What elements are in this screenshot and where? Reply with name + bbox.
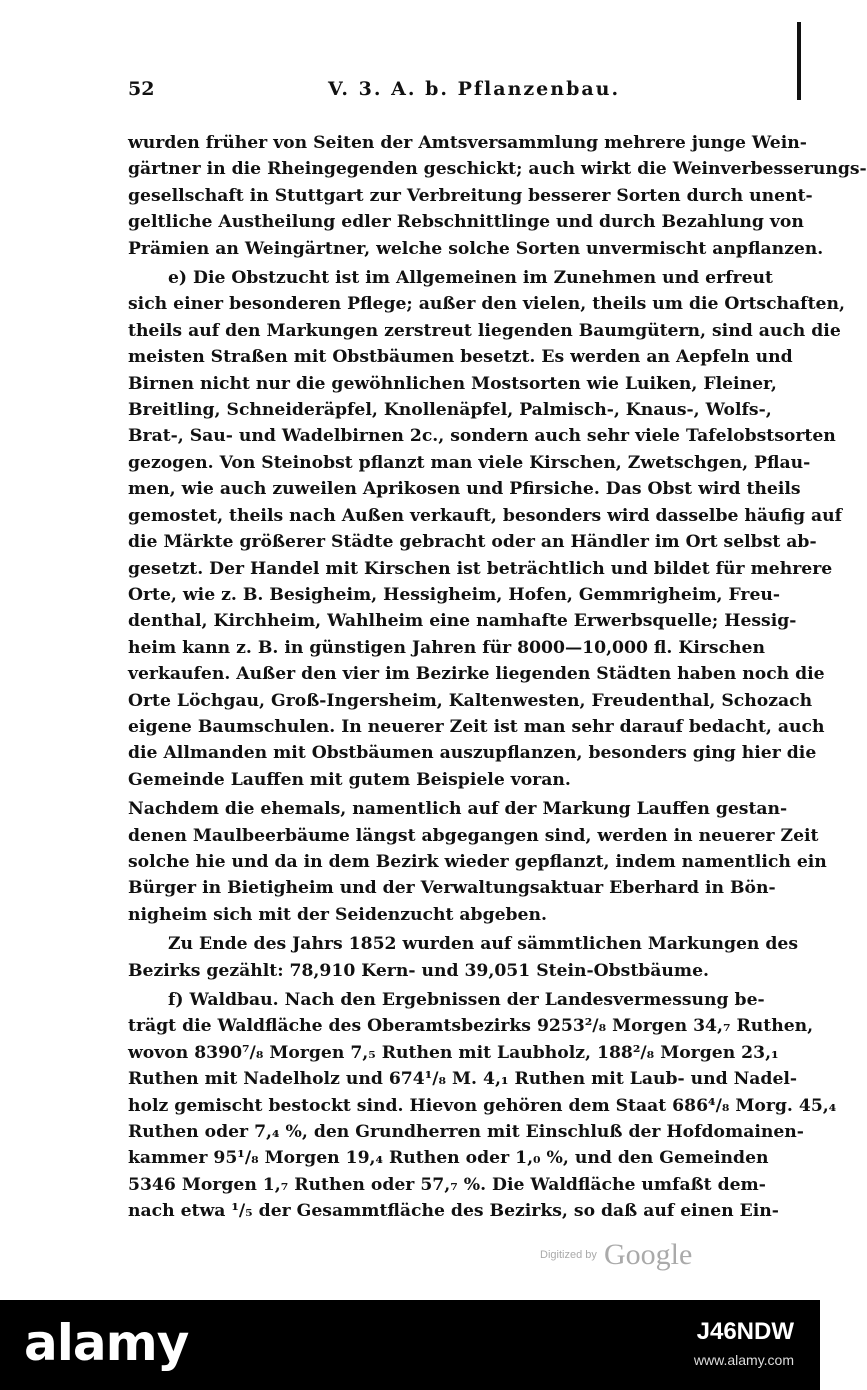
paragraph [128,130,867,262]
text-line: denthal, Kirchheim, Wahlheim eine namhafte Erwerbsquelle; Hessig- [128,611,797,632]
digitized-by-google-watermark [540,1238,760,1278]
paragraph [128,987,837,1225]
text-line: theils auf den Markungen zerstreut liegenden Baumgütern, sind auch die [128,320,841,341]
body-text [128,130,867,1228]
text-line: geltliche Austheilung edler Rebschnittlinge und durch Bezahlung von [128,212,804,233]
text-line: solche hie und da in dem Bezirk wieder gepflanzt, indem namentlich ein [128,851,827,872]
text-line: Gemeinde Lauffen mit gutem Beispiele voran. [128,769,571,790]
text-line: Ruthen mit Nadelholz und 674¹/₈ M. 4,₁ Ruthen mit Laub- und Nadel- [128,1069,798,1090]
text-line: nach etwa ¹/₅ der Gesammtfläche des Bezirks, so daß auf einen Ein- [128,1201,779,1222]
text-line: Brat-, Sau- und Wadelbirnen 2c., sondern auch sehr viele Tafelobstsorten [128,426,836,447]
text-line: men, wie auch zuweilen Aprikosen und Pfirsiche. Das Obst wird theils [128,479,801,500]
alamy-logo: alamy [24,1314,189,1372]
text-line: die Allmanden mit Obstbäumen auszupflanzen, besonders ging hier die [128,743,817,764]
text-line: f) Waldbau. Nach den Ergebnissen der Landesvermessung be- [168,990,765,1010]
digitized-by-label: Digitized by [540,1249,597,1261]
footer-info [694,1318,794,1368]
text-line: e) Die Obstzucht ist im Allgemeinen im Zunehmen und erfreut [168,268,773,289]
text-line: holz gemischt bestockt sind. Hievon gehören dem Staat 686⁴/₈ Morg. 45,₄ [128,1095,837,1116]
text-line: Nachdem die ehemals, namentlich auf der Markung Lauffen gestan- [128,799,788,820]
text-line: Ruthen oder 7,₄ %, den Grundherren mit Einschluß der Hofdomainen- [128,1122,804,1143]
site-url: www.alamy.com [693,1352,794,1368]
text-line: denen Maulbeerbäume längst abgegangen sind, werden in neuerer Zeit [128,825,819,846]
text-line: gezogen. Von Steinobst pflanzt man viele Kirschen, Zwetschgen, Pflau- [128,452,811,473]
text-line: Bezirks gezählt: 78,910 Kern- und 39,051 Stein-Obstbäume. [128,960,710,981]
text-line: gesetzt. Der Handel mit Kirschen ist beträchtlich und bildet für mehrere [128,558,833,579]
scan-edge-line [797,22,801,100]
text-line: Prämien an Weingärtner, welche solche Sorten unvermischt anpflanzen. [128,238,824,259]
text-line: gemostet, theils nach Außen verkauft, besonders wird dasselbe häufig auf [128,505,843,526]
paragraph [128,931,799,984]
text-line: heim kann z. B. in günstigen Jahren für 8000—10,000 fl. Kirschen [128,637,765,658]
text-line: verkaufen. Außer den vier im Bezirke liegenden Städten haben noch die [128,664,825,685]
text-line: trägt die Waldfläche des Oberamtsbezirks 9253²/₈ Morgen 34,₇ Ruthen, [128,1016,814,1037]
paragraph [128,796,827,928]
text-line: gärtner in die Rheingegenden geschickt; auch wirkt die Weinverbesserungs- [128,159,867,180]
text-line: Birnen nicht nur die gewöhnlichen Mostsorten wie Luiken, Fleiner, [128,373,777,394]
text-line: die Märkte größerer Städte gebracht oder an Händler im Ort selbst ab- [128,532,817,553]
text-line: Orte, wie z. B. Besigheim, Hessigheim, Hofen, Gemmrigheim, Freu- [128,584,781,605]
text-line: wovon 8390⁷/₈ Morgen 7,₅ Ruthen mit Laubholz, 188²/₈ Morgen 23,₁ [128,1042,779,1063]
text-line: meisten Straßen mit Obstbäumen besetzt. Es werden an Aepfeln und [128,347,793,368]
text-line: gesellschaft in Stuttgart zur Verbreitung besserer Sorten durch unent- [128,185,813,206]
text-line: eigene Baumschulen. In neuerer Zeit ist man sehr darauf bedacht, auch [128,716,825,737]
text-line: wurden früher von Seiten der Amtsversammlung mehrere junge Wein- [128,133,807,153]
text-line: Zu Ende des Jahrs 1852 wurden auf sämmtlichen Markungen des [168,934,799,955]
text-line: Orte Löchgau, Groß-Ingersheim, Kaltenwesten, Freudenthal, Schozach [128,690,813,711]
text-line: nigheim sich mit der Seidenzucht abgeben. [128,904,547,925]
stock-footer-bar [0,1300,820,1390]
paragraph [128,265,845,793]
text-line: sich einer besonderen Pflege; außer den vielen, theils um die Ortschaften, [128,294,845,315]
image-id: J46NDW [696,1318,794,1345]
text-line: Breitling, Schneideräpfel, Knollenäpfel, Palmisch-, Knaus-, Wolfs-, [128,400,772,421]
text-line: kammer 95¹/₈ Morgen 19,₄ Ruthen oder 1,₀ %, und den Gemeinden [128,1148,769,1169]
page-number: 52 [128,78,155,100]
text-line: Bürger in Bietigheim und der Verwaltungsaktuar Eberhard in Bön- [128,878,776,899]
page-header [128,78,768,118]
running-head: V. 3. A. b. Pflanzenbau. [328,78,621,100]
text-line: 5346 Morgen 1,₇ Ruthen oder 57,₇ %. Die Waldfläche umfaßt dem- [128,1174,766,1195]
google-logo: Google [603,1238,693,1271]
